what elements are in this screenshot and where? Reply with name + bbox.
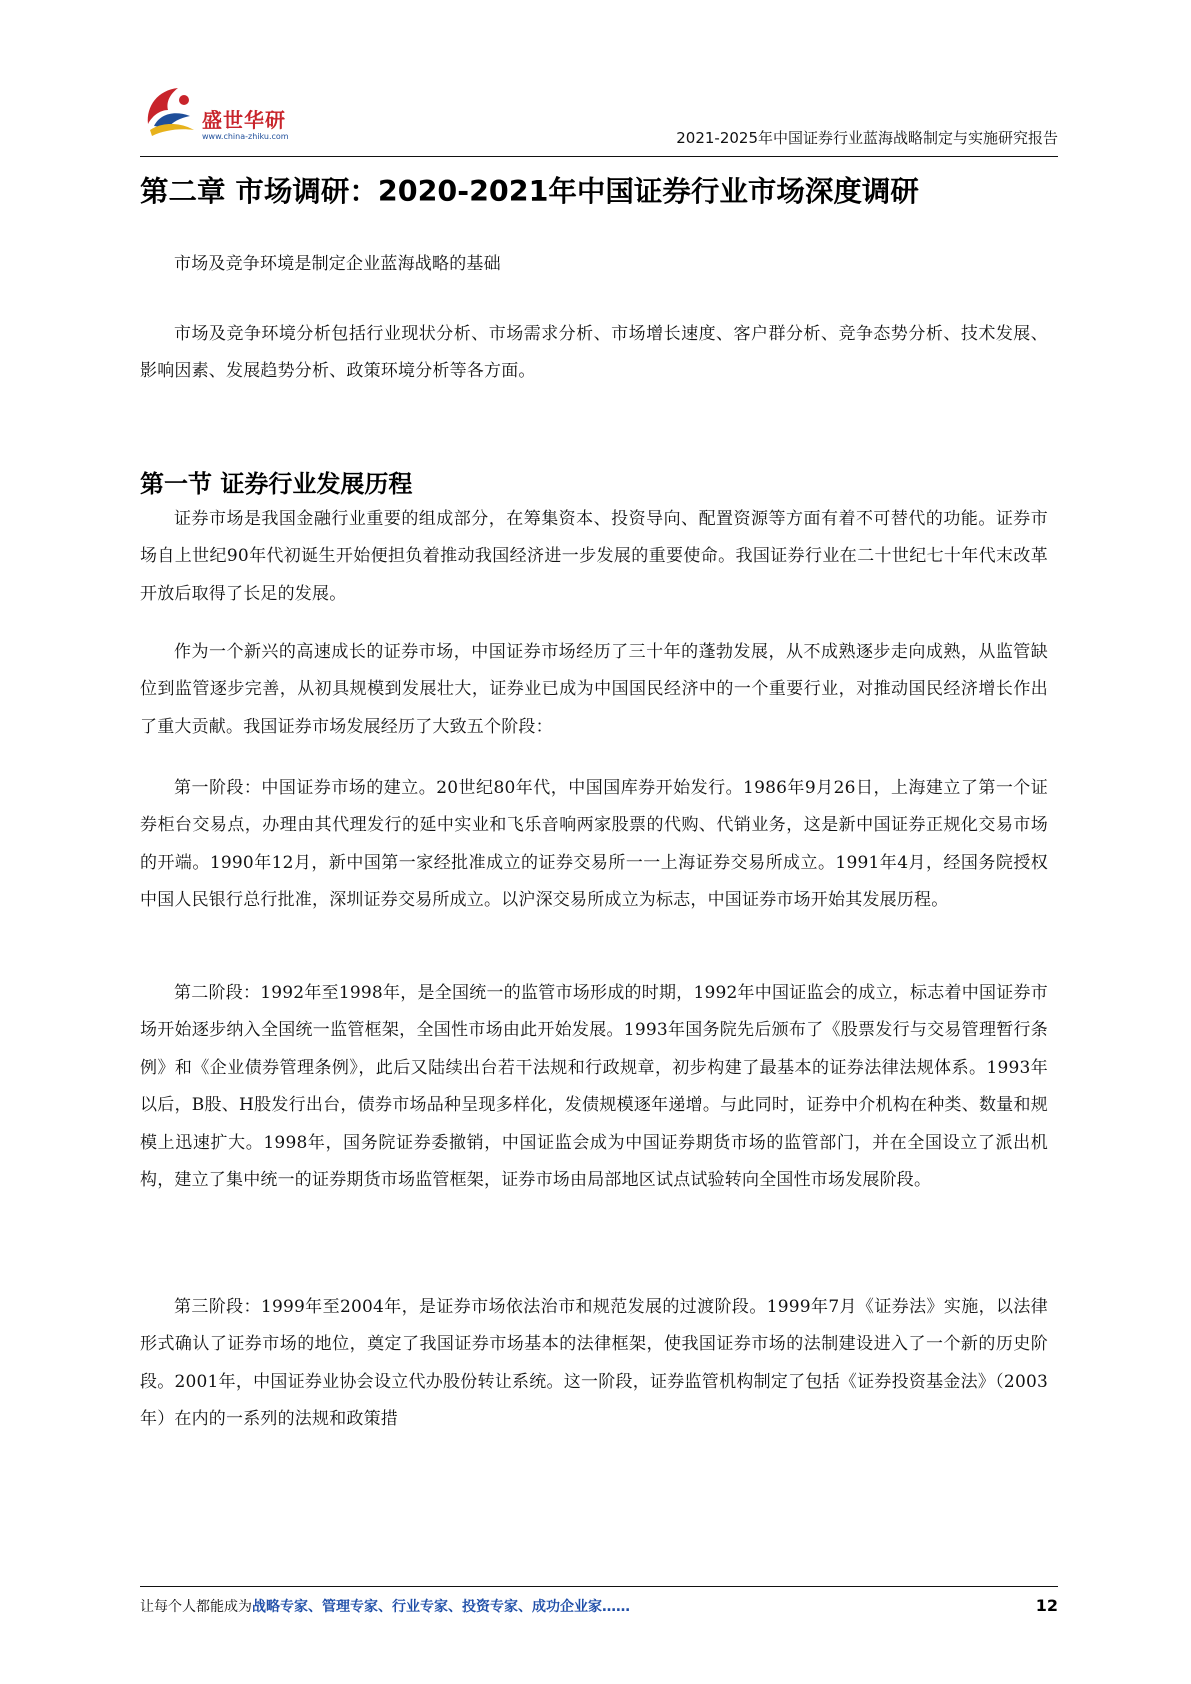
footer-slogan-highlight: 战略专家、管理专家、行业专家、投资专家、成功企业家……: [252, 1599, 630, 1615]
report-title: 2021-2025年中国证券行业蓝海战略制定与实施研究报告: [676, 129, 1058, 147]
intro-paragraph-1: 市场及竞争环境是制定企业蓝海战略的基础: [174, 254, 501, 274]
body-paragraph-4: 第二阶段：1992年至1998年，是全国统一的监管市场形成的时期，1992年中国证监会的成立，标志着中国证券市场开始逐步纳入全国统一监管框架，全国性市场由此开始发展。1993年国务院先后颁布了《股票发行与交易管理暂行条例》和《企业债券管理条例》，此后又陆续出台若干法规和行政规章，初步构建了最基本的证券法律法规体系。1993年以后，B股、H股发行出台，债券市场品种呈现多样化，发债规模逐年递增。与此同时，证券中介机构在种类、数量和规模上迅速扩大。1998年，国务院证券委撤销，中国证监会成为中国证券期货市场的监管部门，并在全国设立了派出机构，建立了集中统一的证券期货市场监管框架，证券市场由局部地区试点试验转向全国性市场发展阶段。: [140, 983, 1048, 1191]
intro-paragraph-2: 市场及竞争环境分析包括行业现状分析、市场需求分析、市场增长速度、客户群分析、竞争态势分析、技术发展、影响因素、发展趋势分析、政策环境分析等各方面。: [140, 324, 1048, 382]
page-footer: [140, 1596, 1058, 1626]
logo-url: www.china-zhiku.com: [202, 132, 289, 141]
page-number: 12: [1035, 1596, 1058, 1615]
footer-slogan-lead: 让每个人都能成为: [140, 1599, 252, 1615]
logo-emblem-icon: [140, 80, 202, 142]
company-logo: [140, 80, 320, 150]
section-title: 第一节 证券行业发展历程: [140, 470, 413, 498]
page-header: [140, 80, 1058, 158]
header-divider: [140, 156, 1058, 157]
body-paragraph-2: 作为一个新兴的高速成长的证券市场，中国证券市场经历了三十年的蓬勃发展，从不成熟逐步走向成熟，从监管缺位到监管逐步完善，从初具规模到发展壮大，证券业已成为中国国民经济中的一个重要行业，对推动国民经济增长作出了重大贡献。我国证券市场发展经历了大致五个阶段：: [140, 642, 1048, 737]
body-paragraph-3: 第一阶段：中国证券市场的建立。20世纪80年代，中国国库券开始发行。1986年9月26日，上海建立了第一个证券柜台交易点，办理由其代理发行的延中实业和飞乐音响两家股票的代购、代销业务，这是新中国证券正规化交易市场的开端。1990年12月，新中国第一家经批准成立的证券交易所一一上海证券交易所成立。1991年4月，经国务院授权中国人民银行总行批准，深圳证券交易所成立。以沪深交易所成立为标志，中国证券市场开始其发展历程。: [140, 778, 1048, 911]
body-paragraph-5: 第三阶段：1999年至2004年，是证券市场依法治市和规范发展的过渡阶段。1999年7月《证券法》实施，以法律形式确认了证券市场的地位，奠定了我国证券市场基本的法律框架，使我国证券市场的法制建设进入了一个新的历史阶段。2001年，中国证券业协会设立代办股份转让系统。这一阶段，证券监管机构制定了包括《证券投资基金法》（2003年）在内的一系列的法规和政策措: [140, 1297, 1048, 1430]
body-paragraph-1: 证券市场是我国金融行业重要的组成部分，在筹集资本、投资导向、配置资源等方面有着不可替代的功能。证券市场自上世纪90年代初诞生开始便担负着推动我国经济进一步发展的重要使命。我国证券行业在二十世纪七十年代末改革开放后取得了长足的发展。: [140, 509, 1048, 604]
chapter-title: 第二章 市场调研：2020-2021年中国证券行业市场深度调研: [140, 175, 919, 208]
logo-text: 盛世华研: [202, 108, 286, 132]
footer-divider: [140, 1586, 1058, 1587]
